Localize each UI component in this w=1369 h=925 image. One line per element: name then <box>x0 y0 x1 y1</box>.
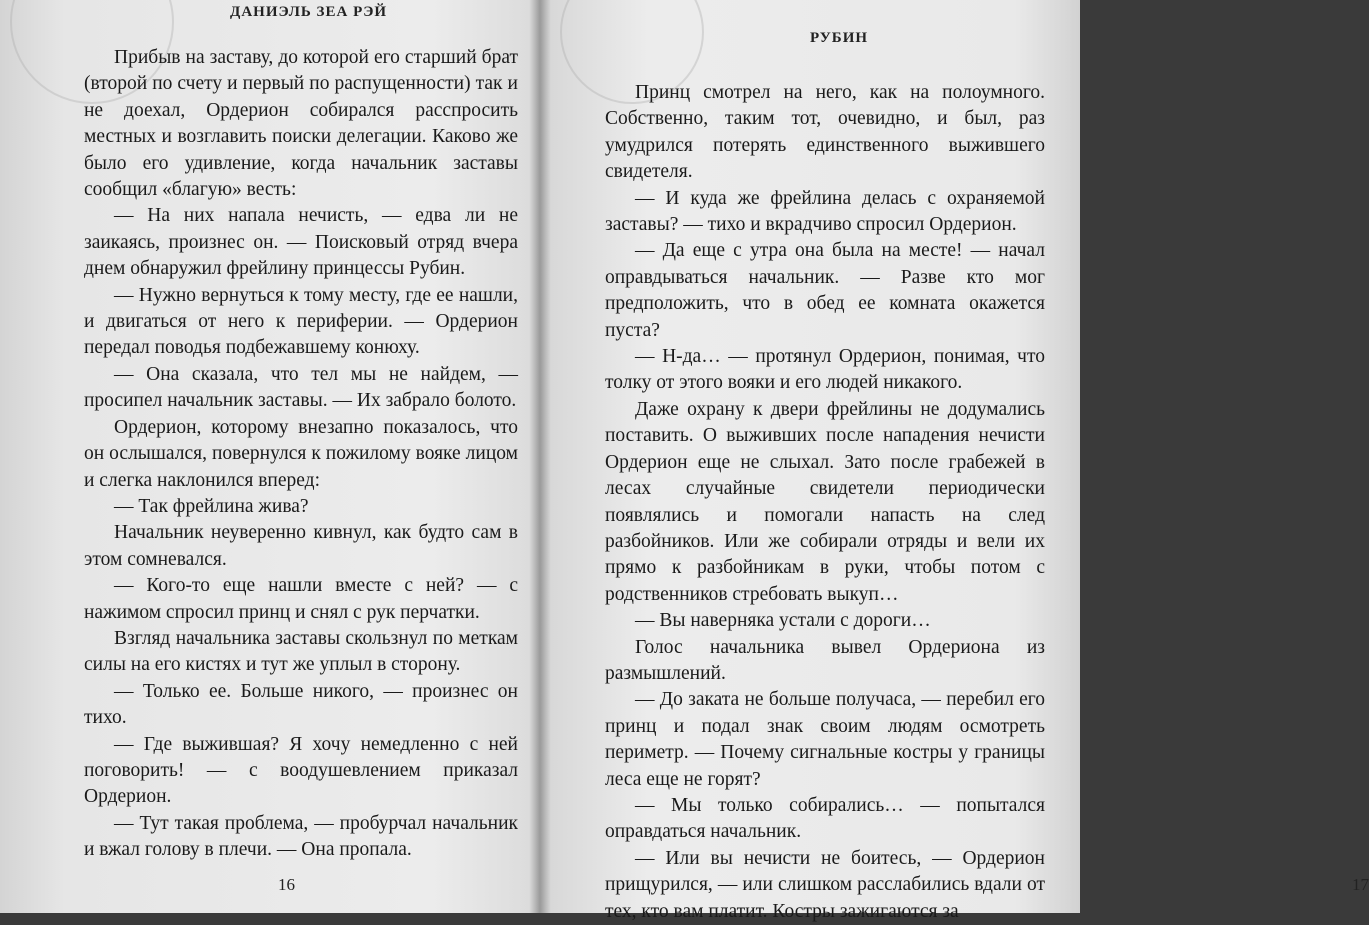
paragraph: — Так фрейлина жива? <box>114 495 309 517</box>
paragraph: — Н-да… — протянул Ордерион, понимая, что толку от этого вояки и его людей никакого. <box>605 346 1045 394</box>
paragraph: — Кого-то еще нашли вместе с ней? — с нажимом спросил принц и снял с рук перчатки. <box>84 575 518 623</box>
paragraph: — И куда же фрейлина делась с охраняемой заставы? — тихо и вкрадчиво спросил Ордерион. <box>605 187 1045 236</box>
paragraph: — Да еще с утра она была на месте! — начал оправдываться начальник. — Разве кто мог предположить, что в обед ее комната окажется пуста? <box>605 240 1045 341</box>
paragraph: Взгляд начальника заставы скользнул по меткам силы на его кистях и тут же уплыл в сторону. <box>84 627 518 676</box>
body-text <box>605 80 1045 925</box>
paragraph: Даже охрану к двери фрейлины не додумались поставить. О выживших после нападения нечисти Ордерион еще не слыхал. Зато после грабежей в лесах случайные свидетели периодически появлялись и помогали напасть на след разбойников. Или же собирали отряды и вели их прямо к разбойникам в руки, чтобы потом с родственников стребовать выкуп… <box>605 398 1045 605</box>
paragraph: — Тут такая проблема, — пробурчал начальник и вжал голову в плечи. — Она пропала. <box>84 812 518 861</box>
running-head: ДАНИЭЛЬ ЗЕА РЭЙ <box>230 4 388 20</box>
paragraph: — Она сказала, что тел мы не найдем, — просипел начальник заставы. — Их забрало болото. <box>84 363 518 412</box>
running-head: РУБИН <box>810 30 869 46</box>
paragraph: Голос начальника вывел Ордериона из размышлений. <box>605 636 1045 684</box>
paragraph: — Где выжившая? Я хочу немедленно с ней поговорить! — с воодушевлением приказал Ордерион. <box>84 733 518 808</box>
paragraph: Прибыв на заставу, до которой его старший брат (второй по счету и первый по распущенности) так и не доехал, Ордерион собирался расспросить местных и возглавить поиски делегации. Каково же было его удивление, когда начальник заставы сообщил «благую» весть: <box>84 47 518 201</box>
paragraph: — Вы наверняка устали с дороги… <box>635 610 931 632</box>
paragraph: — На них напала нечисть, — едва ли не заикаясь, произнес он. — Поисковый отряд вчера днем обнаружил фрейлину принцессы Рубин. <box>84 205 518 280</box>
paragraph: — До заката не больше получаса, — перебил его принц и подал знак своим людям осмотреть периметр. — Почему сигнальные костры у границы леса еще не горят? <box>605 689 1045 790</box>
paragraph: — Мы только собирались… — попытался оправдаться начальник. <box>605 794 1045 843</box>
paragraph: Ордерион, которому внезапно показалось, что он ослышался, повернулся к пожилому вояке лицом и слегка наклонился вперед: <box>84 416 518 491</box>
paragraph: — Нужно вернуться к тому месту, где ее нашли, и двигаться от него к периферии. — Ордерион передал поводья подбежавшему конюху. <box>84 284 518 359</box>
paragraph: — Или вы нечисти не боитесь, — Ордерион прищурился, — или слишком расслабились вдали от тех, кто вам платит. Костры зажигаются за <box>605 847 1045 922</box>
paragraph: — Только ее. Больше никого, — произнес он тихо. <box>84 680 518 729</box>
paragraph: Принц смотрел на него, как на полоумного. Собственно, таким тот, очевидно, и был, раз умудрился потерять единственного выжившего свидетеля. <box>605 82 1045 183</box>
paragraph: Начальник неуверенно кивнул, как будто сам в этом сомневался. <box>84 522 518 570</box>
page-number: 17 <box>1352 875 1369 894</box>
page-number: 16 <box>278 875 295 894</box>
